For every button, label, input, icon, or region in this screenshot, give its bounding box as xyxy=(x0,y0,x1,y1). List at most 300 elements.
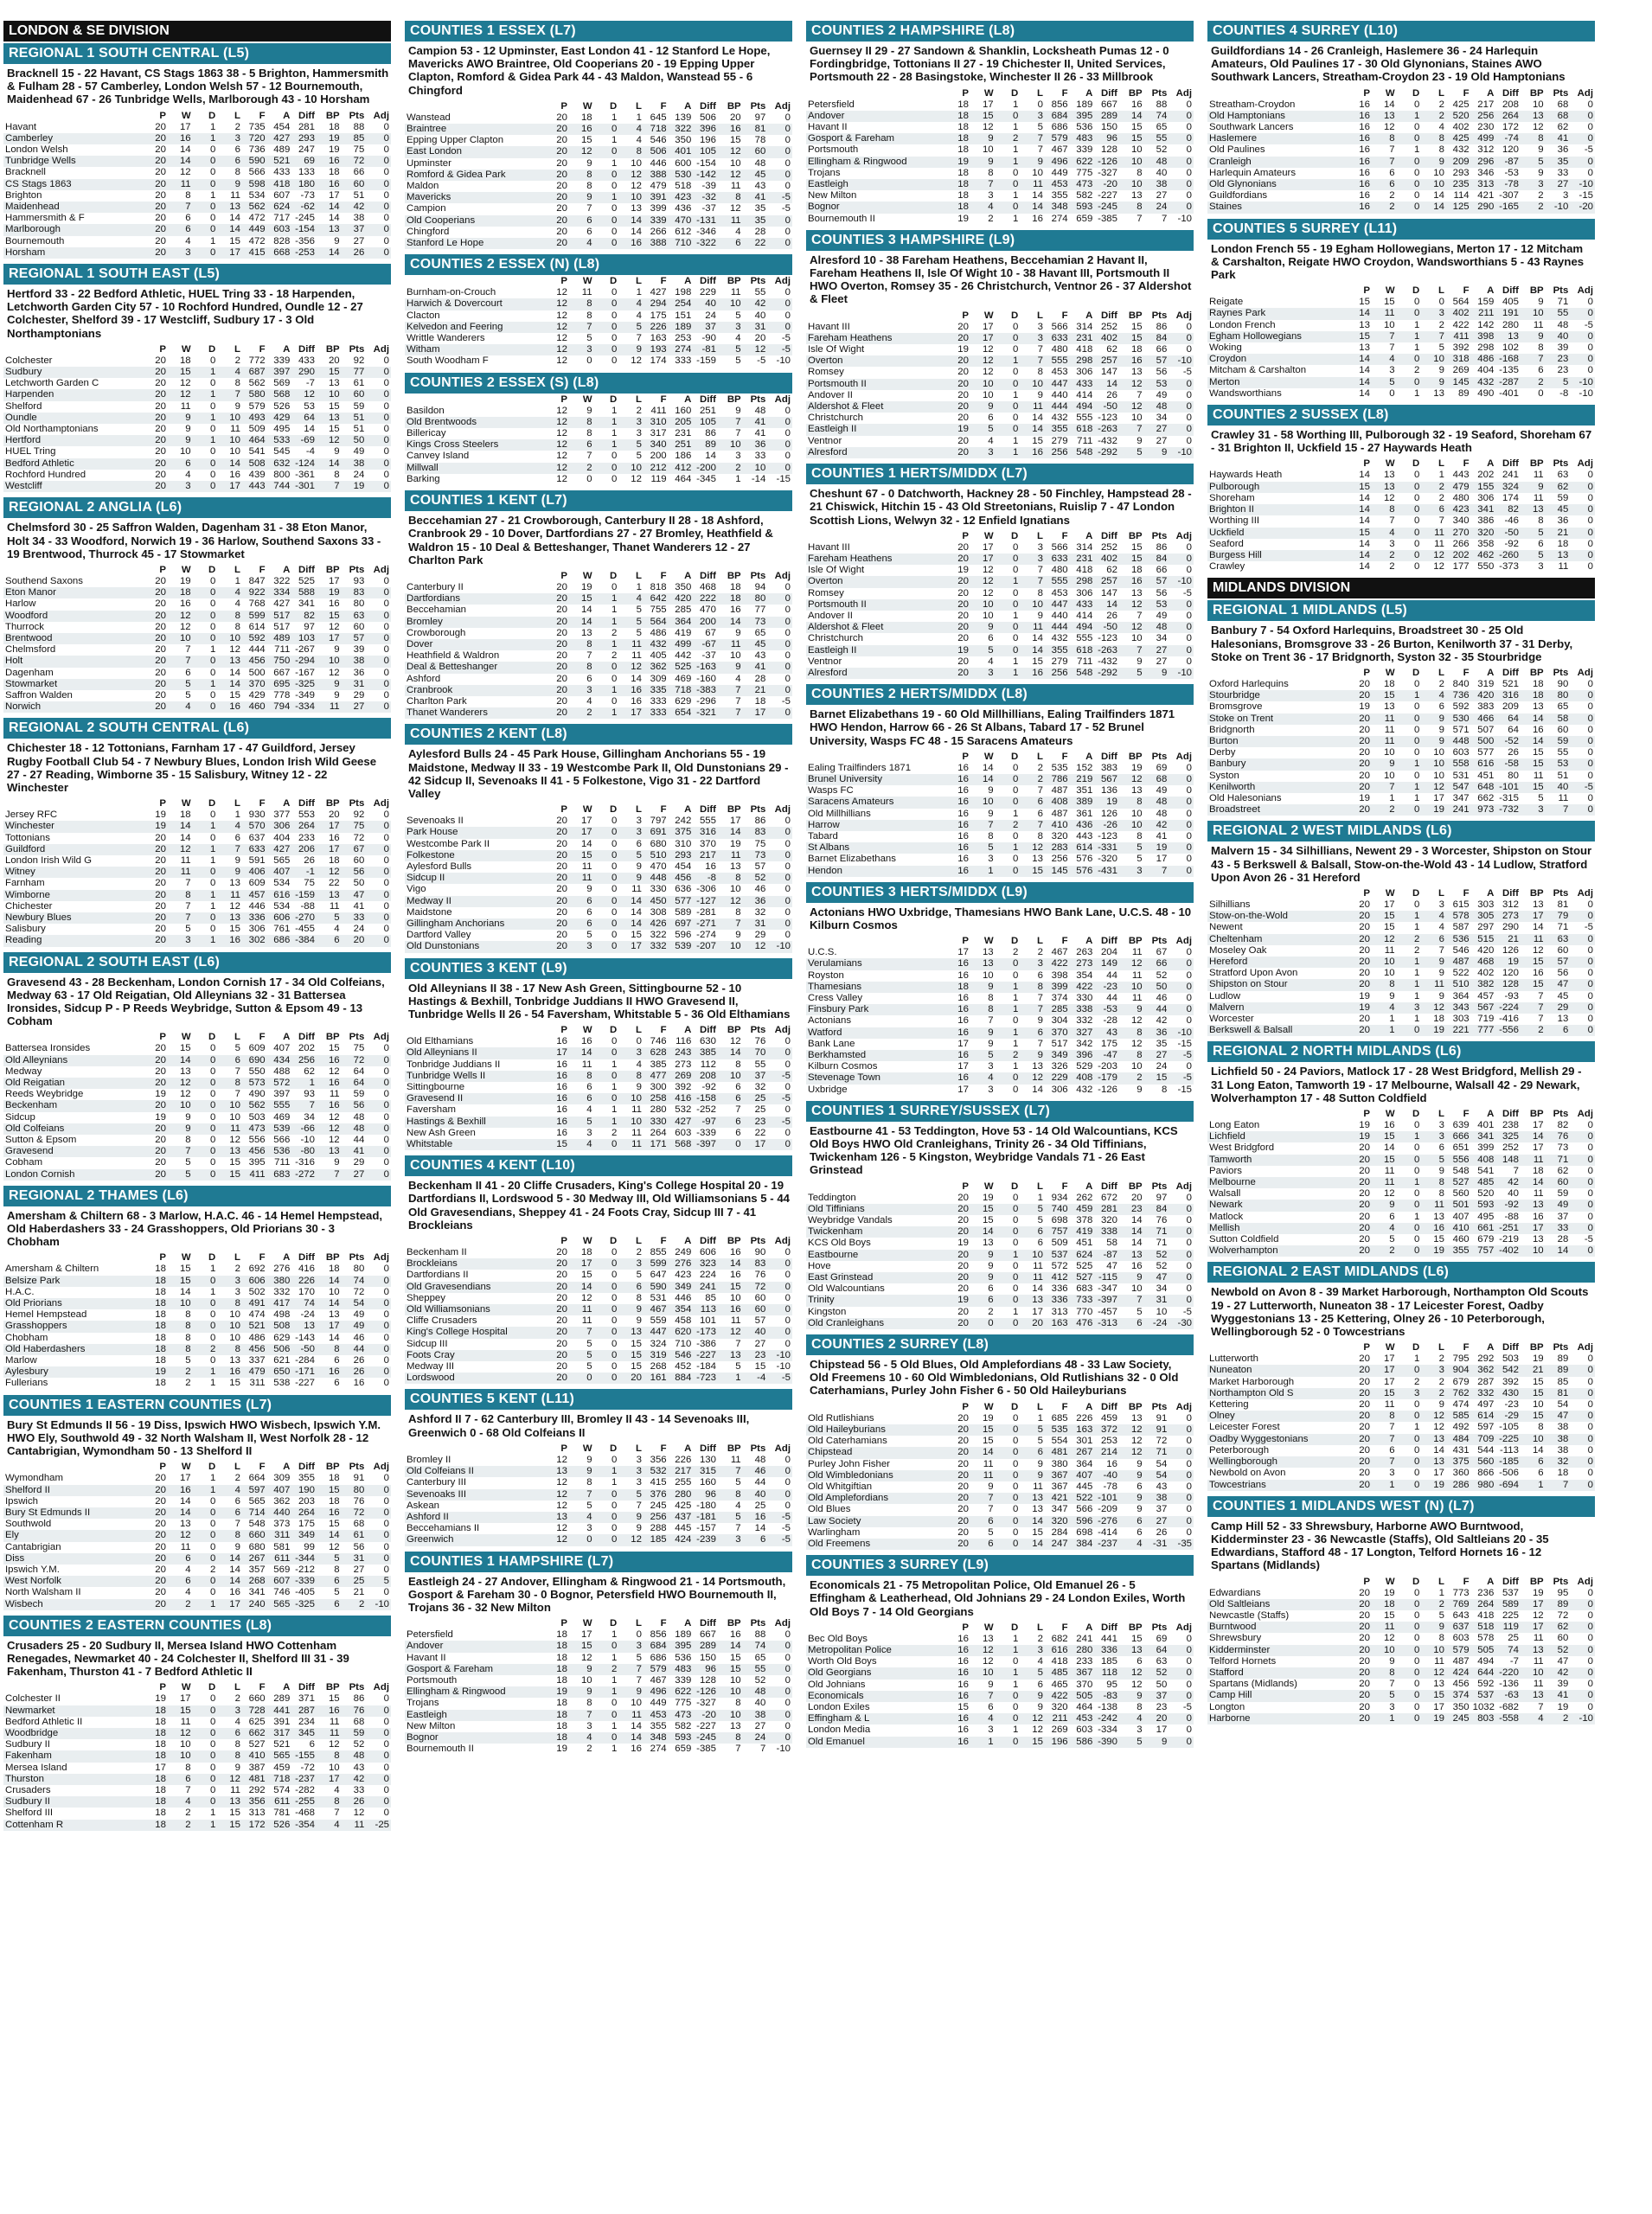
stat-cell: 43 xyxy=(743,650,768,662)
column-header: Diff xyxy=(298,1032,315,1043)
stat-cell: 7 xyxy=(1020,355,1045,367)
stat-cell: 0 xyxy=(594,941,619,952)
stat-cell: 4 xyxy=(1421,922,1446,933)
stat-cell: -24 xyxy=(1144,1318,1169,1329)
stat-cell: 9 xyxy=(970,1039,996,1050)
stat-cell: -15 xyxy=(1169,1039,1194,1050)
stat-cell: 14 xyxy=(217,1576,242,1587)
team-name: Northampton Old S xyxy=(1207,1388,1347,1399)
stat-cell: 174 xyxy=(1495,493,1521,504)
stat-cell: 7 xyxy=(168,202,193,213)
stat-cell: 15 xyxy=(970,1204,996,1215)
stat-cell: 0 xyxy=(767,1339,792,1350)
column-header: P xyxy=(560,100,567,112)
table-row xyxy=(405,1653,792,1664)
stat-cell: 139 xyxy=(669,112,694,124)
column-header: Pts xyxy=(349,1682,365,1693)
stat-cell: 276 xyxy=(267,1264,292,1275)
stat-cell: 0 xyxy=(1570,1445,1595,1456)
table-row xyxy=(1207,1014,1595,1025)
stat-cell: -416 xyxy=(1495,1014,1521,1025)
stat-cell: 59 xyxy=(1546,1188,1571,1200)
stat-cell: 333 xyxy=(644,707,669,719)
stat-cell: 11 xyxy=(217,190,242,202)
stat-cell: 388 xyxy=(644,170,669,181)
team-name: Bedford Athletic II xyxy=(3,1717,143,1728)
stat-cell: 683 xyxy=(267,1169,292,1181)
table-row xyxy=(405,1732,792,1744)
stat-cell: 777 xyxy=(1471,1025,1496,1036)
stat-cell: 0 xyxy=(1169,1504,1194,1515)
stat-cell: 20 xyxy=(1347,1365,1372,1376)
team-name: London Welsh xyxy=(3,144,143,156)
league-title: COUNTIES 4 SURREY (L10) xyxy=(1207,21,1595,42)
stat-cell: 628 xyxy=(644,1047,669,1059)
stat-cell: 500 xyxy=(1471,736,1496,747)
stat-cell: 3 xyxy=(970,1724,996,1736)
table-row xyxy=(806,447,1194,458)
column-header: Adj xyxy=(373,343,389,355)
stat-cell: 596 xyxy=(1070,1516,1095,1527)
league-title: COUNTIES 1 HAMPSHIRE (L7) xyxy=(405,1552,792,1572)
stat-cell: 217 xyxy=(1471,99,1496,111)
stat-cell: 0 xyxy=(594,215,619,227)
stat-cell: 42 xyxy=(1144,820,1169,831)
stat-cell: 20 xyxy=(1347,922,1372,933)
stat-cell: 20 xyxy=(1347,1025,1372,1036)
table-row xyxy=(405,1361,792,1373)
stat-cell: 425 xyxy=(1446,99,1471,111)
stat-cell: 67 xyxy=(342,844,367,855)
column-header: P xyxy=(1363,1109,1370,1120)
stat-cell: 9 xyxy=(1421,365,1446,376)
stat-cell: 711 xyxy=(267,644,292,656)
table-row xyxy=(405,941,792,952)
stat-cell: 0 xyxy=(1169,982,1194,993)
stat-cell: -274 xyxy=(693,930,718,941)
stat-cell: 41 xyxy=(342,1146,367,1157)
stat-cell: 370 xyxy=(1045,1027,1070,1039)
stat-cell: 318 xyxy=(1446,354,1471,365)
stat-cell: 5 xyxy=(168,1355,193,1366)
stat-cell: -101 xyxy=(1094,1493,1119,1504)
stat-cell: 17 xyxy=(1521,911,1546,922)
table-row xyxy=(806,1193,1194,1204)
table-row xyxy=(3,1123,391,1135)
table-row xyxy=(405,1641,792,1652)
column-header: F xyxy=(1061,1401,1068,1412)
stat-cell: 18 xyxy=(569,112,594,124)
stat-cell: 6 xyxy=(1020,1226,1045,1238)
stat-cell: -301 xyxy=(291,481,317,492)
stat-cell: 0 xyxy=(366,844,391,855)
team-name: Old Emanuel xyxy=(806,1737,945,1748)
stat-cell: 20 xyxy=(143,481,168,492)
stat-cell: 0 xyxy=(767,439,792,451)
column-header: F xyxy=(1061,87,1068,99)
stat-cell: 483 xyxy=(669,1664,694,1675)
stat-cell: 6 xyxy=(1521,1468,1546,1479)
stat-cell: 72 xyxy=(342,833,367,844)
stat-cell: 319 xyxy=(644,1350,669,1361)
stat-cell: 686 xyxy=(267,935,292,946)
stat-cell: 126 xyxy=(1094,809,1119,820)
stat-cell: 196 xyxy=(693,135,718,146)
stat-cell: 5 xyxy=(618,1653,644,1664)
stat-cell: 7 xyxy=(317,481,342,492)
stat-cell: -558 xyxy=(1495,1713,1521,1724)
stat-cell: 38 xyxy=(342,458,367,470)
team-name: Andover xyxy=(405,1641,544,1652)
stat-cell: 9 xyxy=(718,662,743,673)
table-row xyxy=(806,1645,1194,1656)
stat-cell: 10 xyxy=(1119,413,1144,424)
stat-cell: 6 xyxy=(168,1774,193,1785)
stat-cell: 2 xyxy=(618,406,644,417)
stat-cell: 449 xyxy=(242,224,267,235)
stat-cell: 20 xyxy=(544,696,569,707)
stat-cell: 20 xyxy=(544,827,569,838)
column-header: D xyxy=(610,804,618,816)
stat-cell: 91 xyxy=(342,1473,367,1484)
stat-cell: 0 xyxy=(193,576,218,587)
stat-cell: 14 xyxy=(168,1496,193,1507)
stat-cell: 465 xyxy=(1045,1680,1070,1691)
stat-cell: 0 xyxy=(1169,993,1194,1004)
stat-cell: 0 xyxy=(366,179,391,190)
table-row xyxy=(405,451,792,462)
stat-cell: 16 xyxy=(1347,144,1372,156)
column-header: Pts xyxy=(1151,751,1168,762)
stat-cell: 264 xyxy=(644,1128,669,1139)
stat-cell: 15 xyxy=(168,1264,193,1275)
stat-cell: 0 xyxy=(366,878,391,889)
table-row xyxy=(1207,991,1595,1002)
team-name: Shelford II xyxy=(3,1485,143,1496)
stat-cell: 493 xyxy=(242,413,267,424)
stat-cell: 16 xyxy=(544,1128,569,1139)
stat-cell: 0 xyxy=(1570,133,1595,144)
stat-cell: 10 xyxy=(718,439,743,451)
team-name: Effingham & L xyxy=(806,1713,945,1724)
column-header xyxy=(1207,87,1347,99)
column-header: F xyxy=(1463,667,1470,678)
stat-cell: 9 xyxy=(1421,957,1446,968)
column-header: W xyxy=(1385,1576,1395,1587)
stat-cell: 198 xyxy=(669,287,694,298)
stat-cell: 13 xyxy=(970,958,996,969)
table-row xyxy=(806,99,1194,111)
stat-cell: 15 xyxy=(1372,1388,1397,1399)
column-header: F xyxy=(259,564,266,575)
stat-cell: 20 xyxy=(544,884,569,895)
stat-cell: 13 xyxy=(1421,1456,1446,1468)
stat-cell: 622 xyxy=(669,1686,694,1698)
table-row xyxy=(1207,1002,1595,1014)
stat-cell: 9 xyxy=(1144,447,1169,458)
stat-cell: 95 xyxy=(1546,1588,1571,1599)
stat-cell: 0 xyxy=(1570,157,1595,168)
stat-cell: 2 xyxy=(1397,945,1422,957)
stat-cell: -168 xyxy=(1495,354,1521,365)
match-results: Beckenham II 41 - 20 Cliffe Crusaders, King's College Hospital 20 - 19 Dartfordians II, Lordswood 5 - 30 Medway III, Old Williamsonians 5 - 44 Old Gravesendians, Sheppey 41 - 24 Foots Cray, Sidcup III 7 - 41 Brockleians xyxy=(408,1179,791,1232)
stat-cell: -432 xyxy=(1094,656,1119,668)
stat-cell: 13 xyxy=(291,1321,317,1332)
stat-cell: 546 xyxy=(1446,945,1471,957)
stat-cell: 401 xyxy=(1471,1120,1496,1131)
column-header xyxy=(405,394,544,406)
team-name: Hemel Hempstead xyxy=(3,1309,143,1321)
stat-cell: 8 xyxy=(1372,979,1397,990)
stat-cell: 4 xyxy=(168,1587,193,1598)
stat-cell: 19 xyxy=(945,424,970,435)
stat-cell: 0 xyxy=(1570,1480,1595,1491)
stat-cell: 17 xyxy=(1521,1622,1546,1633)
stat-cell: 60 xyxy=(342,389,367,400)
column-header: BP xyxy=(1529,285,1544,297)
stat-cell: 327 xyxy=(1070,1027,1095,1039)
stat-cell: 16 xyxy=(945,1015,970,1027)
stat-cell: 9 xyxy=(317,446,342,458)
stat-cell: 0 xyxy=(193,1750,218,1762)
table-row xyxy=(3,424,391,435)
table-row xyxy=(405,124,792,135)
column-header: Pts xyxy=(750,1618,766,1629)
stat-cell: 0 xyxy=(366,190,391,202)
stat-cell: 556 xyxy=(242,1135,267,1146)
table-row xyxy=(405,674,792,685)
stat-cell: 0 xyxy=(996,1691,1021,1702)
stat-cell: 437 xyxy=(669,1512,694,1523)
stat-cell: 5 xyxy=(569,930,594,941)
table-row xyxy=(405,707,792,719)
stat-cell: 5 xyxy=(1119,447,1144,458)
stat-cell: 57 xyxy=(1546,957,1571,968)
stat-cell: 453 xyxy=(1045,367,1070,378)
stat-cell: 15 xyxy=(317,1519,342,1530)
table-row xyxy=(405,1082,792,1093)
stat-cell: 0 xyxy=(996,866,1021,877)
stat-cell: 468 xyxy=(1471,957,1496,968)
table-row xyxy=(1207,911,1595,922)
team-name: Farnham xyxy=(3,878,143,889)
stat-cell: 241 xyxy=(693,1282,718,1293)
stat-cell: 0 xyxy=(1570,1434,1595,1445)
table-row xyxy=(405,896,792,907)
stat-cell: 9 xyxy=(1119,1691,1144,1702)
table-header-row xyxy=(405,275,792,287)
stat-cell: 9 xyxy=(1020,611,1045,622)
stat-cell: 7 xyxy=(569,451,594,462)
team-name: Harlow xyxy=(3,598,143,610)
table-row xyxy=(1207,515,1595,527)
stat-cell: 0 xyxy=(193,1496,218,1507)
table-row xyxy=(806,1039,1194,1050)
stat-cell: 538 xyxy=(267,1378,292,1389)
stat-cell: 556 xyxy=(1446,1155,1471,1166)
stat-cell: 637 xyxy=(242,833,267,844)
stat-cell: 0 xyxy=(1169,179,1194,190)
stat-cell: 0 xyxy=(1169,379,1194,390)
stat-cell: 7 xyxy=(1521,1702,1546,1713)
column-header: Diff xyxy=(298,1462,315,1473)
stat-cell: 17 xyxy=(569,1258,594,1270)
stat-cell: 18 xyxy=(143,1298,168,1309)
stat-cell: 709 xyxy=(1471,1434,1496,1445)
stat-cell: 211 xyxy=(1471,308,1496,319)
league-table xyxy=(806,935,1194,1096)
stat-cell: 13 xyxy=(1521,899,1546,911)
stat-cell: 0 xyxy=(1570,1212,1595,1223)
stat-cell: 17 xyxy=(718,816,743,827)
stat-cell: 589 xyxy=(669,907,694,918)
stat-cell: 3 xyxy=(970,1085,996,1096)
stat-cell: 13 xyxy=(1347,320,1372,331)
stat-cell: 5 xyxy=(1372,377,1397,388)
stat-cell: 9 xyxy=(1421,377,1446,388)
column-header: W xyxy=(582,1025,592,1036)
column-header: Pts xyxy=(1553,1109,1569,1120)
stat-cell: 12 xyxy=(1372,934,1397,945)
stat-cell: 1 xyxy=(996,1250,1021,1261)
stat-cell: 0 xyxy=(1397,528,1422,539)
stat-cell: 2 xyxy=(718,463,743,474)
stat-cell: 342 xyxy=(1070,1039,1095,1050)
stat-cell: 3 xyxy=(1372,365,1397,376)
stat-cell: 61 xyxy=(342,1530,367,1541)
table-row xyxy=(405,170,792,181)
team-name: CS Stags 1863 xyxy=(3,179,143,190)
stat-cell: 12 xyxy=(970,344,996,355)
stat-cell: 85 xyxy=(693,1293,718,1304)
stat-cell: 51 xyxy=(342,424,367,435)
stat-cell: 456 xyxy=(1446,1679,1471,1690)
team-name: Cheltenham xyxy=(1207,934,1347,945)
stat-cell: 3 xyxy=(1421,1131,1446,1142)
league-section xyxy=(3,43,391,259)
stat-cell: 8 xyxy=(217,622,242,633)
stat-cell: 411 xyxy=(644,406,669,417)
stat-cell: 1 xyxy=(996,355,1021,367)
column-header: BP xyxy=(1529,1576,1544,1587)
stat-cell: 12 xyxy=(718,146,743,157)
stat-cell: 0 xyxy=(594,355,619,367)
stat-cell: 3 xyxy=(618,1641,644,1652)
stat-cell: 572 xyxy=(1045,1261,1070,1272)
team-name: Overton xyxy=(806,355,945,367)
stat-cell: 12 xyxy=(317,1112,342,1123)
stat-cell: 0 xyxy=(1397,1445,1422,1456)
stat-cell: -694 xyxy=(1495,1480,1521,1491)
stat-cell: 411 xyxy=(1446,331,1471,342)
stat-cell: 16 xyxy=(1521,968,1546,979)
stat-cell: 52 xyxy=(743,1675,768,1686)
team-name: Cress Valley xyxy=(806,993,945,1004)
team-name: East Grinstead xyxy=(806,1272,945,1283)
stat-cell: 0 xyxy=(594,310,619,322)
table-row xyxy=(1207,1200,1595,1211)
stat-cell: 20 xyxy=(143,1146,168,1157)
stat-cell: 81 xyxy=(1546,1388,1571,1399)
stat-cell: 0 xyxy=(193,179,218,190)
stat-cell: 1 xyxy=(996,668,1021,679)
stat-cell: 20 xyxy=(143,833,168,844)
stat-cell: 0 xyxy=(193,1739,218,1750)
stat-cell: -313 xyxy=(1094,1318,1119,1329)
stat-cell: 564 xyxy=(644,617,669,628)
stat-cell: 362 xyxy=(1471,1365,1496,1376)
stat-cell: 1 xyxy=(1397,342,1422,354)
stat-cell: 0 xyxy=(1397,493,1422,504)
stat-cell: 7 xyxy=(1020,576,1045,587)
table-row xyxy=(1207,1025,1595,1036)
stat-cell: 48 xyxy=(1546,320,1571,331)
stat-cell: 1 xyxy=(594,1059,619,1071)
stat-cell: 20 xyxy=(945,656,970,668)
table-row xyxy=(806,1737,1194,1748)
stat-cell: 1 xyxy=(970,866,996,877)
table-row xyxy=(405,158,792,170)
stat-cell: -5 xyxy=(1169,367,1194,378)
stat-cell: 8 xyxy=(1521,133,1546,144)
table-row xyxy=(3,1078,391,1089)
stat-cell: 4 xyxy=(168,236,193,247)
stat-cell: 185 xyxy=(644,1534,669,1545)
stat-cell: 20 xyxy=(342,935,367,946)
stat-cell: 0 xyxy=(1570,1656,1595,1667)
column-header: F xyxy=(259,110,266,121)
stat-cell: 4 xyxy=(217,598,242,610)
stat-cell: 5 xyxy=(618,322,644,333)
table-row xyxy=(1207,1633,1595,1644)
stat-cell: 189 xyxy=(669,322,694,333)
stat-cell: 659 xyxy=(669,1744,694,1755)
column-header: L xyxy=(234,564,240,575)
stat-cell: 45 xyxy=(743,170,768,181)
stat-cell: 624 xyxy=(1070,1250,1095,1261)
stat-cell: 447 xyxy=(644,1327,669,1338)
stat-cell: 450 xyxy=(644,896,669,907)
stat-cell: 44 xyxy=(1094,993,1119,1004)
stat-cell: 20 xyxy=(544,1315,569,1327)
stat-cell: 0 xyxy=(1570,1188,1595,1200)
stat-cell: 9 xyxy=(970,1027,996,1039)
table-row xyxy=(1207,342,1595,354)
stat-cell: 0 xyxy=(366,1366,391,1378)
stat-cell: 1 xyxy=(193,1378,218,1389)
table-row xyxy=(806,157,1194,168)
stat-cell: 42 xyxy=(1546,1667,1571,1679)
table-row xyxy=(405,463,792,474)
stat-cell: 8 xyxy=(168,890,193,901)
team-name: Warlingham xyxy=(806,1527,945,1539)
stat-cell: 501 xyxy=(1446,1200,1471,1211)
table-header-row xyxy=(1207,1108,1595,1120)
stat-cell: 567 xyxy=(1471,1002,1496,1014)
column-header: Pts xyxy=(349,343,365,355)
stat-cell: 224 xyxy=(693,1270,718,1281)
stat-cell: 17 xyxy=(317,1321,342,1332)
stat-cell: 76 xyxy=(743,1270,768,1281)
stat-cell: 0 xyxy=(1169,1413,1194,1424)
stat-cell: 17 xyxy=(569,827,594,838)
table-row xyxy=(3,1112,391,1123)
league-section xyxy=(1207,219,1595,400)
stat-cell: 0 xyxy=(594,873,619,884)
stat-cell: 14 xyxy=(1347,470,1372,481)
stat-cell: 14 xyxy=(217,679,242,690)
stat-cell: 0 xyxy=(996,622,1021,633)
